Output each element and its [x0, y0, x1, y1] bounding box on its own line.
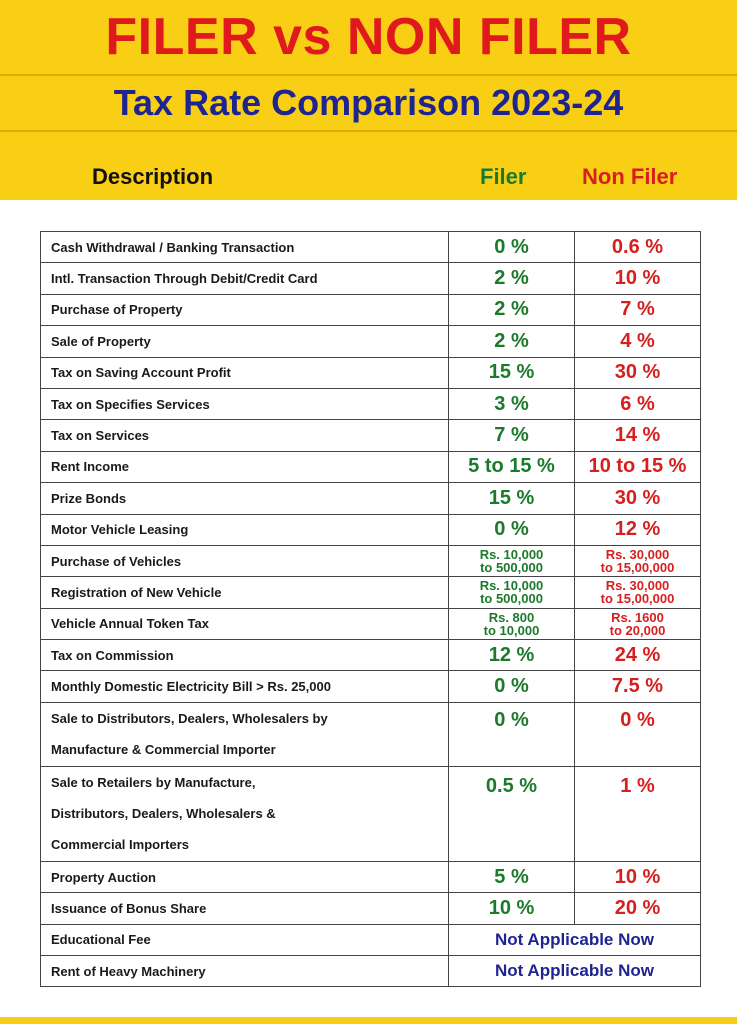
- non-filer-rate: 30 %: [575, 483, 701, 514]
- filer-rate: [449, 545, 575, 576]
- filer-rate-line-1: Rs. 800: [488, 609, 535, 625]
- non-filer-rate: 10 %: [575, 263, 701, 294]
- row-description: Registration of New Vehicle: [41, 577, 449, 608]
- non-filer-rate: 30 %: [575, 357, 701, 388]
- filer-rate: 12 %: [449, 640, 575, 671]
- non-filer-rate: 24 %: [575, 640, 701, 671]
- filer-rate: 0.5 %: [449, 766, 575, 861]
- non-filer-rate: 4 %: [575, 326, 701, 357]
- non-filer-rate: 6 %: [575, 388, 701, 419]
- row-description: Rent of Heavy Machinery: [41, 956, 449, 987]
- row-description-line-1: Sale to Retailers by Manufacture,: [51, 774, 256, 790]
- filer-rate: [449, 577, 575, 608]
- column-header-filer: Filer: [480, 164, 527, 189]
- table-row: [41, 232, 701, 263]
- filer-rate: 5 to 15 %: [449, 451, 575, 482]
- row-description: Tax on Specifies Services: [41, 388, 449, 419]
- non-filer-rate: 1 %: [575, 766, 701, 861]
- row-description: Rent Income: [41, 451, 449, 482]
- table-row: [41, 294, 701, 325]
- row-description: Tax on Commission: [41, 640, 449, 671]
- filer-rate: 0 %: [449, 702, 575, 766]
- row-description: Purchase of Vehicles: [41, 545, 449, 576]
- non-filer-rate: 10 to 15 %: [575, 451, 701, 482]
- non-filer-rate-line-1: Rs. 1600: [611, 609, 664, 625]
- row-description: Tax on Services: [41, 420, 449, 451]
- non-filer-rate: 0.6 %: [575, 232, 701, 263]
- row-description: [41, 766, 449, 861]
- filer-rate: 10 %: [449, 893, 575, 924]
- filer-rate-line-1: Rs. 10,000: [479, 547, 544, 563]
- row-description: Property Auction: [41, 861, 449, 892]
- row-description: Tax on Saving Account Profit: [41, 357, 449, 388]
- row-description-line-2: Manufacture & Commercial Importer: [51, 742, 276, 758]
- non-filer-rate: 14 %: [575, 420, 701, 451]
- table-row: [41, 861, 701, 892]
- non-filer-rate: [575, 608, 701, 639]
- filer-rate: 5 %: [449, 861, 575, 892]
- row-description: Purchase of Property: [41, 294, 449, 325]
- row-description-line-1: Sale to Distributors, Dealers, Wholesalers by: [51, 710, 328, 726]
- row-description: [41, 702, 449, 766]
- non-filer-rate: 7.5 %: [575, 671, 701, 702]
- column-header-non-filer: Non Filer: [582, 164, 678, 189]
- row-description: Monthly Domestic Electricity Bill > Rs. 25,000: [41, 671, 449, 702]
- title-banner: [0, 0, 737, 76]
- filer-rate: 0 %: [449, 514, 575, 545]
- filer-rate: 0 %: [449, 232, 575, 263]
- non-filer-rate: 12 %: [575, 514, 701, 545]
- bottom-border-band: [0, 1017, 737, 1024]
- non-filer-rate: 0 %: [575, 702, 701, 766]
- table-row: [41, 924, 701, 955]
- table-row: [41, 766, 701, 861]
- table-row: [41, 420, 701, 451]
- filer-rate: 2 %: [449, 294, 575, 325]
- row-description-line-3: Commercial Importers: [51, 837, 189, 853]
- table-row: [41, 671, 701, 702]
- row-description: Cash Withdrawal / Banking Transaction: [41, 232, 449, 263]
- non-filer-rate-line-1: Rs. 30,000: [605, 547, 670, 563]
- filer-rate-line-1: Rs. 10,000: [479, 578, 544, 594]
- non-filer-rate-line-2: to 20,000: [609, 622, 666, 638]
- not-applicable-note: Not Applicable Now: [449, 956, 701, 987]
- table-row: [41, 893, 701, 924]
- non-filer-rate: 20 %: [575, 893, 701, 924]
- non-filer-rate-line-2: to 15,00,000: [600, 560, 675, 576]
- row-description: Prize Bonds: [41, 483, 449, 514]
- table-row: [41, 263, 701, 294]
- not-applicable-note: Not Applicable Now: [449, 924, 701, 955]
- table-row: [41, 388, 701, 419]
- filer-rate-line-2: to 500,000: [480, 560, 543, 576]
- filer-rate: 2 %: [449, 263, 575, 294]
- row-description-line-2: Distributors, Dealers, Wholesalers &: [51, 806, 276, 822]
- tax-rate-table: [40, 231, 701, 987]
- table-row: [41, 640, 701, 671]
- non-filer-rate: [575, 545, 701, 576]
- row-description: Motor Vehicle Leasing: [41, 514, 449, 545]
- filer-rate: 3 %: [449, 388, 575, 419]
- table-row: [41, 326, 701, 357]
- row-description: Intl. Transaction Through Debit/Credit Card: [41, 263, 449, 294]
- row-description: Sale of Property: [41, 326, 449, 357]
- filer-rate: [449, 608, 575, 639]
- filer-rate-line-2: to 10,000: [483, 622, 540, 638]
- filer-rate: 15 %: [449, 357, 575, 388]
- filer-rate: 2 %: [449, 326, 575, 357]
- row-description: Vehicle Annual Token Tax: [41, 608, 449, 639]
- column-header-description: Description: [92, 164, 214, 189]
- table-row: [41, 577, 701, 608]
- row-description: Educational Fee: [41, 924, 449, 955]
- non-filer-rate: [575, 577, 701, 608]
- page-title: FILER vs NON FILER: [105, 8, 632, 66]
- filer-rate: 0 %: [449, 671, 575, 702]
- filer-rate: 7 %: [449, 420, 575, 451]
- page-subtitle: Tax Rate Comparison 2023-24: [113, 82, 624, 123]
- table-row: [41, 608, 701, 639]
- non-filer-rate: 7 %: [575, 294, 701, 325]
- subtitle-banner: [0, 76, 737, 132]
- table-row: [41, 483, 701, 514]
- table-row: [41, 702, 701, 766]
- non-filer-rate-line-2: to 15,00,000: [600, 591, 675, 607]
- table-row: [41, 545, 701, 576]
- filer-rate: 15 %: [449, 483, 575, 514]
- row-description: Issuance of Bonus Share: [41, 893, 449, 924]
- table-row: [41, 357, 701, 388]
- table-row: [41, 451, 701, 482]
- non-filer-rate: 10 %: [575, 861, 701, 892]
- table-row: [41, 956, 701, 987]
- table-row: [41, 514, 701, 545]
- filer-rate-line-2: to 500,000: [480, 591, 543, 607]
- non-filer-rate-line-1: Rs. 30,000: [605, 578, 670, 594]
